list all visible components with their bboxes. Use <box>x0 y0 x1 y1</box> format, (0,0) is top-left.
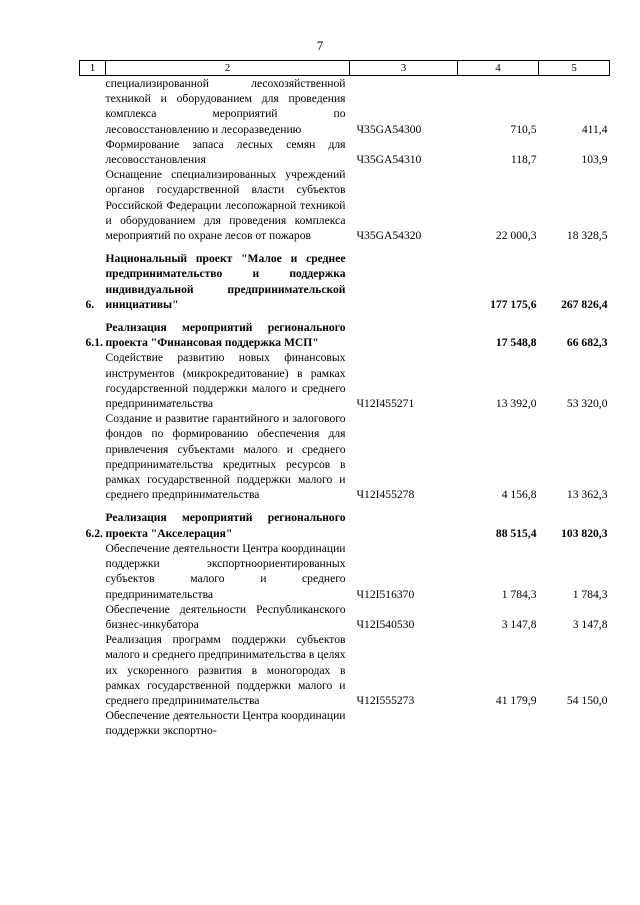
spacer-cell <box>350 312 458 320</box>
row-number: 6.2. <box>85 526 103 540</box>
row-number <box>80 167 106 243</box>
spacer-row <box>80 312 610 320</box>
header-col-2: 2 <box>106 61 350 76</box>
spacer-cell <box>539 502 610 510</box>
row-code: Ч12I455278 <box>356 488 415 502</box>
section-row <box>80 251 610 312</box>
spacer-cell <box>106 243 350 251</box>
row-number <box>80 602 106 632</box>
row-name: Оснащение специализированных учреждений органов государственной власти субъектов Российской Федерации лесопожарной техникой и оборудованием для проведения комплекса мероприятий по охране лесов от пожаров <box>105 168 346 243</box>
row-value-col5: 103 820,3 <box>561 526 608 540</box>
row-value-col4: 3 147,8 <box>501 617 537 631</box>
table-row <box>80 350 610 411</box>
row-value-col4: 22 000,3 <box>495 229 537 243</box>
table-row <box>80 76 610 137</box>
spacer-cell <box>539 243 610 251</box>
row-value-col5: 103,9 <box>581 153 608 167</box>
row-value-col5: 18 328,5 <box>566 229 608 243</box>
row-code <box>350 510 458 540</box>
table-row <box>80 137 610 167</box>
row-value-col4: 177 175,6 <box>490 297 537 311</box>
row-number <box>80 137 106 167</box>
row-code <box>350 251 458 312</box>
header-col-4: 4 <box>458 61 539 76</box>
row-number <box>80 411 106 502</box>
spacer-row <box>80 243 610 251</box>
row-value-col4: 88 515,4 <box>495 526 537 540</box>
row-value-col4: 118,7 <box>510 153 537 167</box>
row-value-col4: 41 179,9 <box>495 693 537 707</box>
table-row <box>80 411 610 502</box>
table-row <box>80 541 610 602</box>
section-row <box>80 320 610 350</box>
row-value-col5: 54 150,0 <box>566 693 608 707</box>
row-name: Реализация программ поддержки субъектов малого и среднего предпринимательства в целях их ускоренного развития в моногородах в рамках государственной поддержки малого и среднего предпринимательства <box>105 633 346 707</box>
table-row <box>80 602 610 632</box>
row-value-col5: 1 784,3 <box>572 587 608 601</box>
spacer-cell <box>80 502 106 510</box>
row-value-col5: 66 682,3 <box>566 336 608 350</box>
spacer-cell <box>350 502 458 510</box>
budget-table <box>79 60 610 739</box>
row-value-col4: 13 392,0 <box>495 397 537 411</box>
row-name: Обеспечение деятельности Центра координации поддержки экспортноориентированных субъектов малого и среднего предпринимательства <box>105 541 346 601</box>
row-value-col4: 710,5 <box>510 122 537 136</box>
row-code: Ч35GA54320 <box>356 229 422 243</box>
table-body <box>80 76 610 739</box>
row-code <box>350 320 458 350</box>
row-value-col4: 1 784,3 <box>501 587 537 601</box>
spacer-cell <box>458 312 539 320</box>
row-name: Национальный проект "Малое и среднее предпринимательство и поддержка индивидуальной предпринимательской инициативы" <box>105 252 346 311</box>
spacer-cell <box>80 312 106 320</box>
row-value-col5: 411,4 <box>581 122 608 136</box>
row-value-col5 <box>539 708 610 738</box>
row-number: 6.1. <box>85 336 103 350</box>
spacer-cell <box>539 312 610 320</box>
row-value-col5: 53 320,0 <box>566 397 608 411</box>
row-name: Формирование запаса лесных семян для лесовосстановления <box>105 137 346 167</box>
page-number: 7 <box>316 38 324 53</box>
section-row <box>80 510 610 540</box>
column-number-header <box>80 61 610 76</box>
header-col-5: 5 <box>539 61 610 76</box>
row-number <box>80 541 106 602</box>
row-value-col5: 13 362,3 <box>566 488 608 502</box>
row-name: специализированной лесохозяйственной техникой и оборудованием для проведения комплекса мероприятий по лесовосстановлению и лесоразведению <box>105 77 346 136</box>
row-name: Реализация мероприятий регионального проекта "Финансовая поддержка МСП" <box>105 321 346 350</box>
row-number <box>80 350 106 411</box>
header-col-3: 3 <box>350 61 458 76</box>
row-code: Ч12I455271 <box>356 397 415 411</box>
table-row <box>80 632 610 708</box>
table-row <box>80 708 610 738</box>
spacer-cell <box>106 502 350 510</box>
row-name: Обеспечение деятельности Центра координации поддержки экспортно- <box>105 709 346 738</box>
row-code <box>350 708 458 738</box>
row-value-col4 <box>458 708 539 738</box>
row-value-col5: 3 147,8 <box>572 617 608 631</box>
row-number <box>80 632 106 708</box>
row-number <box>80 708 106 738</box>
row-name: Обеспечение деятельности Республиканского бизнес-инкубатора <box>105 602 346 631</box>
row-number: 6. <box>85 297 95 311</box>
row-name: Создание и развитие гарантийного и залогового фондов по формированию обеспечения для привлечения субъектами малого и среднего предпринимательства кредитных ресурсов в рамках государственной поддержки малого и среднего предпринимательства <box>105 412 346 502</box>
spacer-cell <box>458 502 539 510</box>
row-code: Ч12I516370 <box>356 587 415 601</box>
row-code: Ч35GA54300 <box>356 122 422 136</box>
row-code: Ч12I555273 <box>356 693 415 707</box>
row-value-col5: 267 826,4 <box>561 297 608 311</box>
spacer-row <box>80 502 610 510</box>
spacer-cell <box>350 243 458 251</box>
header-col-1: 1 <box>80 61 106 76</box>
row-code: Ч35GA54310 <box>356 153 422 167</box>
spacer-cell <box>458 243 539 251</box>
row-value-col4: 17 548,8 <box>495 336 537 350</box>
row-name: Реализация мероприятий регионального проекта "Акселерация" <box>105 511 346 540</box>
row-name: Содействие развитию новых финансовых инструментов (микрокредитование) в рамках государственной поддержки малого и среднего предпринимательства <box>105 351 346 411</box>
spacer-cell <box>80 243 106 251</box>
table-row <box>80 167 610 243</box>
row-number <box>80 76 106 137</box>
row-value-col4: 4 156,8 <box>501 488 537 502</box>
row-code: Ч12I540530 <box>356 617 415 631</box>
spacer-cell <box>106 312 350 320</box>
